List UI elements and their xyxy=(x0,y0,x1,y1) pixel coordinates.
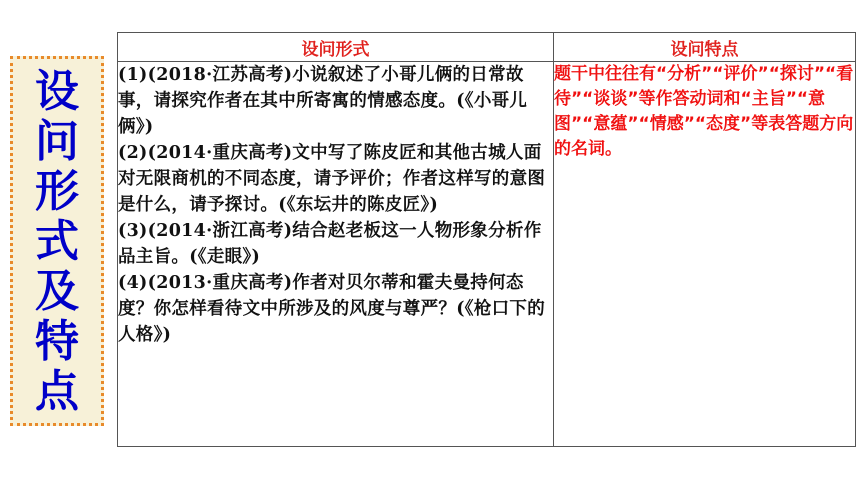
side-title-box xyxy=(10,56,104,426)
side-title-char: 特 xyxy=(35,316,79,367)
side-title xyxy=(13,67,101,417)
table-body-row xyxy=(118,62,856,447)
example-item: (2)(2014·重庆高考)文中写了陈皮匠和其他古城人面对无限商机的不同态度，请予评价；作者这样写的意图是什么，请予探讨。(《东坛井的陈皮匠》) xyxy=(118,143,546,215)
side-title-char: 式 xyxy=(35,216,79,267)
side-title-char: 形 xyxy=(35,166,79,217)
table-header-row xyxy=(118,33,856,62)
side-title-char: 点 xyxy=(35,366,79,417)
side-title-char: 问 xyxy=(35,116,79,167)
example-item: (4)(2013·重庆高考)作者对贝尔蒂和霍夫曼持何态度？你怎样看待文中所涉及的风度与尊严？(《枪口下的人格》) xyxy=(118,273,546,345)
header-question-format: 设问形式 xyxy=(118,33,554,62)
feature-description-cell: 题干中往往有“分析”“评价”“探讨”“看待”“谈谈”等作答动词和“主旨”“意图”“意蕴”“情感”“态度”等表答题方向的名词。 xyxy=(554,62,856,447)
side-title-char: 及 xyxy=(35,266,79,317)
example-item: (3)(2014·浙江高考)结合赵老板这一人物形象分析作品主旨。(《走眼》) xyxy=(118,221,542,267)
example-item: (1)(2018·江苏高考)小说叙述了小哥儿俩的日常故事，请探究作者在其中所寄寓的情感态度。(《小哥儿俩》) xyxy=(118,65,528,137)
header-question-feature: 设问特点 xyxy=(554,33,856,62)
question-examples-cell xyxy=(118,62,554,447)
side-title-char: 设 xyxy=(35,66,79,117)
question-format-table xyxy=(117,32,856,447)
